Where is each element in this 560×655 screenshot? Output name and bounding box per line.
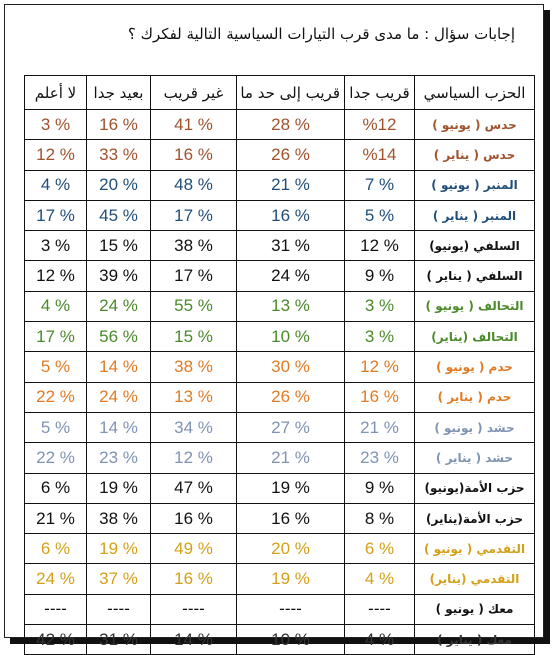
party-name-cell: السلفي (يونيو) bbox=[415, 231, 535, 261]
value-cell: % 17 bbox=[151, 200, 237, 230]
value-cell: % 4 bbox=[25, 170, 87, 200]
party-name-cell: معك ( يناير ) bbox=[415, 625, 535, 655]
value-cell: % 41 bbox=[151, 110, 237, 140]
value-cell: % 12 bbox=[25, 140, 87, 170]
table-row bbox=[25, 564, 535, 594]
value-cell: % 24 bbox=[25, 564, 87, 594]
value-cell: % 38 bbox=[87, 503, 151, 533]
value-cell: % 7 bbox=[345, 170, 415, 200]
value-cell: % 33 bbox=[87, 140, 151, 170]
value-cell: %12 bbox=[345, 110, 415, 140]
table-row bbox=[25, 322, 535, 352]
party-name-cell: حدس ( يونيو ) bbox=[415, 110, 535, 140]
party-name-cell: السلفي ( يناير ) bbox=[415, 261, 535, 291]
value-cell: % 48 bbox=[151, 170, 237, 200]
value-cell: ---- bbox=[87, 594, 151, 624]
table-row bbox=[25, 625, 535, 655]
table-row bbox=[25, 594, 535, 624]
value-cell: % 16 bbox=[237, 503, 345, 533]
value-cell: % 22 bbox=[25, 382, 87, 412]
value-cell: % 19 bbox=[87, 473, 151, 503]
value-cell: % 42 bbox=[25, 625, 87, 655]
value-cell: % 24 bbox=[237, 261, 345, 291]
party-name-cell: المنبر ( يناير ) bbox=[415, 200, 535, 230]
header-row bbox=[25, 76, 535, 110]
party-name-cell: حدم ( يناير ) bbox=[415, 382, 535, 412]
value-cell: % 22 bbox=[25, 443, 87, 473]
party-name-cell: حزب الأمة(يونيو) bbox=[415, 473, 535, 503]
value-cell: % 31 bbox=[87, 625, 151, 655]
party-name-cell: المنبر ( يونيو ) bbox=[415, 170, 535, 200]
value-cell: % 38 bbox=[151, 352, 237, 382]
value-cell: % 16 bbox=[87, 110, 151, 140]
value-cell: % 5 bbox=[25, 352, 87, 382]
results-table bbox=[24, 75, 535, 655]
header-party: الحزب السياسي bbox=[415, 76, 535, 110]
table-row bbox=[25, 473, 535, 503]
value-cell: ---- bbox=[151, 594, 237, 624]
value-cell: % 16 bbox=[237, 200, 345, 230]
table-row bbox=[25, 110, 535, 140]
table-row bbox=[25, 534, 535, 564]
value-cell: % 10 bbox=[237, 625, 345, 655]
value-cell: % 6 bbox=[25, 534, 87, 564]
table-row bbox=[25, 231, 535, 261]
value-cell: % 37 bbox=[87, 564, 151, 594]
value-cell: % 38 bbox=[151, 231, 237, 261]
header-dont-know: لا أعلم bbox=[25, 76, 87, 110]
value-cell: % 4 bbox=[345, 625, 415, 655]
value-cell: % 28 bbox=[237, 110, 345, 140]
value-cell: % 45 bbox=[87, 200, 151, 230]
value-cell: % 8 bbox=[345, 503, 415, 533]
value-cell: % 4 bbox=[25, 291, 87, 321]
value-cell: % 21 bbox=[25, 503, 87, 533]
party-name-cell: حدس ( يناير ) bbox=[415, 140, 535, 170]
value-cell: % 14 bbox=[87, 352, 151, 382]
value-cell: % 19 bbox=[237, 564, 345, 594]
value-cell: % 56 bbox=[87, 322, 151, 352]
value-cell: % 34 bbox=[151, 412, 237, 442]
value-cell: % 3 bbox=[345, 291, 415, 321]
table-row bbox=[25, 443, 535, 473]
value-cell: % 55 bbox=[151, 291, 237, 321]
value-cell: % 19 bbox=[87, 534, 151, 564]
table-row bbox=[25, 261, 535, 291]
value-cell: % 17 bbox=[25, 200, 87, 230]
value-cell: % 13 bbox=[151, 382, 237, 412]
party-name-cell: التقدمي (يناير) bbox=[415, 564, 535, 594]
value-cell: % 12 bbox=[345, 231, 415, 261]
value-cell: % 3 bbox=[25, 110, 87, 140]
value-cell: % 26 bbox=[237, 382, 345, 412]
table-body bbox=[25, 110, 535, 655]
value-cell: % 24 bbox=[87, 382, 151, 412]
value-cell: % 6 bbox=[345, 534, 415, 564]
value-cell: % 21 bbox=[345, 412, 415, 442]
value-cell: % 16 bbox=[345, 382, 415, 412]
value-cell: % 12 bbox=[151, 443, 237, 473]
value-cell: % 16 bbox=[151, 503, 237, 533]
value-cell: % 14 bbox=[87, 412, 151, 442]
value-cell: % 3 bbox=[25, 231, 87, 261]
value-cell: % 23 bbox=[87, 443, 151, 473]
table-row bbox=[25, 382, 535, 412]
value-cell: % 12 bbox=[25, 261, 87, 291]
value-cell: % 19 bbox=[237, 473, 345, 503]
value-cell: % 20 bbox=[87, 170, 151, 200]
party-name-cell: التحالف (يناير) bbox=[415, 322, 535, 352]
value-cell: % 12 bbox=[345, 352, 415, 382]
value-cell: % 16 bbox=[151, 564, 237, 594]
value-cell: % 20 bbox=[237, 534, 345, 564]
value-cell: % 24 bbox=[87, 291, 151, 321]
value-cell: % 4 bbox=[345, 564, 415, 594]
document-frame bbox=[4, 4, 544, 649]
value-cell: % 10 bbox=[237, 322, 345, 352]
value-cell: % 17 bbox=[151, 261, 237, 291]
table-row bbox=[25, 200, 535, 230]
value-cell: % 5 bbox=[25, 412, 87, 442]
party-name-cell: حشد ( يونيو ) bbox=[415, 412, 535, 442]
value-cell: % 17 bbox=[25, 322, 87, 352]
value-cell: % 9 bbox=[345, 473, 415, 503]
value-cell: % 9 bbox=[345, 261, 415, 291]
table-row bbox=[25, 503, 535, 533]
survey-question-title: إجابات سؤال : ما مدى قرب التيارات السياسية التالية لفكرك ؟ bbox=[127, 25, 515, 43]
value-cell: % 13 bbox=[237, 291, 345, 321]
value-cell: % 6 bbox=[25, 473, 87, 503]
value-cell: % 14 bbox=[151, 625, 237, 655]
value-cell: % 27 bbox=[237, 412, 345, 442]
value-cell: ---- bbox=[345, 594, 415, 624]
table-row bbox=[25, 140, 535, 170]
table-row bbox=[25, 291, 535, 321]
table-row bbox=[25, 352, 535, 382]
party-name-cell: معك ( يونيو ) bbox=[415, 594, 535, 624]
header-not-close: غير قريب bbox=[151, 76, 237, 110]
value-cell: % 21 bbox=[237, 443, 345, 473]
table-row bbox=[25, 412, 535, 442]
party-name-cell: حدم ( يونيو ) bbox=[415, 352, 535, 382]
value-cell: % 30 bbox=[237, 352, 345, 382]
value-cell: % 5 bbox=[345, 200, 415, 230]
value-cell: ---- bbox=[25, 594, 87, 624]
value-cell: %14 bbox=[345, 140, 415, 170]
value-cell: % 26 bbox=[237, 140, 345, 170]
value-cell: % 21 bbox=[237, 170, 345, 200]
value-cell: % 49 bbox=[151, 534, 237, 564]
value-cell: % 15 bbox=[87, 231, 151, 261]
party-name-cell: التحالف ( يونيو ) bbox=[415, 291, 535, 321]
value-cell: % 23 bbox=[345, 443, 415, 473]
value-cell: % 31 bbox=[237, 231, 345, 261]
value-cell: ---- bbox=[237, 594, 345, 624]
value-cell: % 16 bbox=[151, 140, 237, 170]
party-name-cell: حشد ( يناير ) bbox=[415, 443, 535, 473]
value-cell: % 3 bbox=[345, 322, 415, 352]
header-somewhat-close: قريب إلى حد ما bbox=[237, 76, 345, 110]
value-cell: % 39 bbox=[87, 261, 151, 291]
header-very-close: قريب جدا bbox=[345, 76, 415, 110]
value-cell: % 47 bbox=[151, 473, 237, 503]
value-cell: % 15 bbox=[151, 322, 237, 352]
table-row bbox=[25, 170, 535, 200]
header-very-far: بعيد جدا bbox=[87, 76, 151, 110]
party-name-cell: التقدمي ( يونيو ) bbox=[415, 534, 535, 564]
party-name-cell: حزب الأمة(يناير) bbox=[415, 503, 535, 533]
